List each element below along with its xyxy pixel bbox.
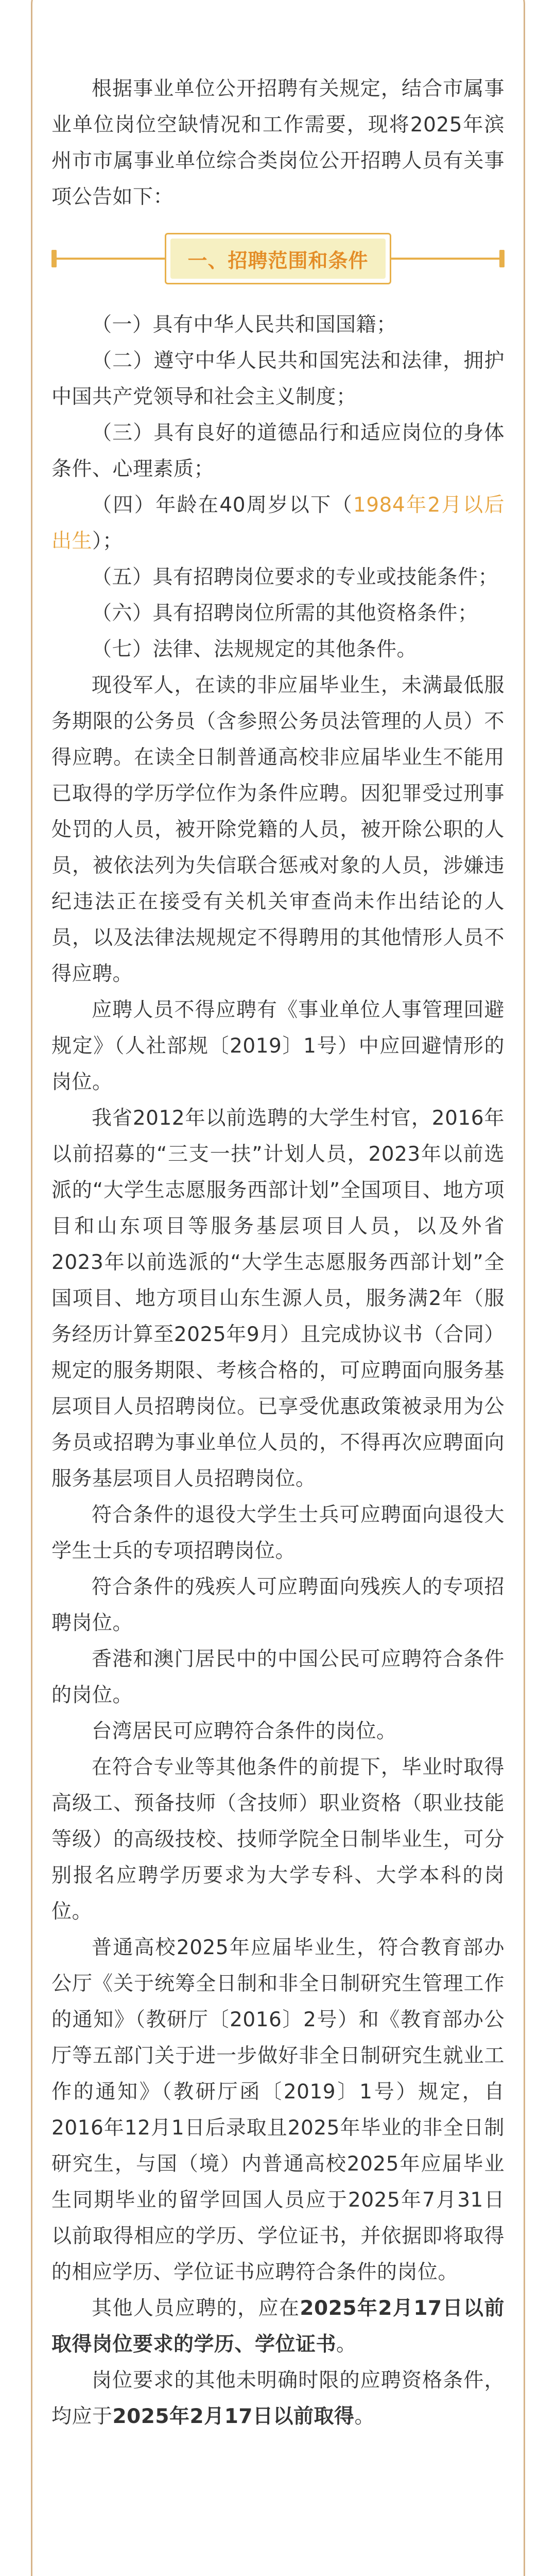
condition-5: （五）具有招聘岗位要求的专业或技能条件； <box>92 566 499 589</box>
technician-paragraph: 在符合专业等其他条件的前提下，毕业时取得高级工、预备技师（含技师）职业资格（职业技能等级）的高级技校、技师学院全日制毕业生，可分别报名应聘学历要求为大学专科、大学本科的岗位。 <box>51 1756 505 1923</box>
condition-1: （一）具有中华人民共和国国籍； <box>92 313 397 336</box>
graduate-paragraph: 普通高校2025年应届毕业生，符合教育部办公厅《关于统筹全日制和非全日制研究生管理工作的通知》（教研厅〔2016〕2号）和《教育部办公厅等五部门关于进一步做好非全日制研究生就业工作的通知》（教研厅函〔2019〕1号）规定，自2016年12月1日后录取且2025年毕业的非全日制研究生，与国（境）内普通高校2025年应届毕业生同期毕业的留学回国人员应于2025年7月31日以前取得相应的学历、学位证书，并依据即将取得的相应学历、学位证书应聘符合条件的岗位。 <box>51 1936 505 2284</box>
section-header-cap-left <box>51 250 57 267</box>
intro-paragraph: 根据事业单位公开招聘有关规定，结合市属事业单位岗位空缺情况和工作需要，现将2025年滨州市市属事业单位综合类岗位公开招聘人员有关事项公告如下： <box>51 77 505 209</box>
degree-deadline-emphasis: 2025年2月17日以前取得岗位要求的学历、学位证书 <box>51 2297 505 2356</box>
grassroots-paragraph: 我省2012年以前选聘的大学生村官，2016年以前招募的“三支一扶”计划人员，2023年以前选派的“大学生志愿服务西部计划”全国项目、地方项目和山东项目等服务基层项目人员，以及外省2023年以前选派的“大学生志愿服务西部计划”全国项目、地方项目山东生源人员，服务满2年（服务经历计算至2025年9月）且完成协议书（合同）规定的服务期限、考核合格的，可应聘面向服务基层项目人员招聘岗位。已享受优惠政策被录用为公务员或招聘为事业单位人员的，不得再次应聘面向服务基层项目人员招聘岗位。 <box>51 1107 505 1490</box>
section-header-box <box>165 233 391 284</box>
condition-3: （三）具有良好的道德品行和适应岗位的身体条件、心理素质； <box>51 421 505 481</box>
condition-4-prefix: （四）年龄在40周岁以下（ <box>92 494 353 517</box>
condition-7: （七）法律、法规规定的其他条件。 <box>92 638 418 661</box>
taiwan-paragraph: 台湾居民可应聘符合条件的岗位。 <box>92 1720 397 1743</box>
condition-4 <box>51 487 505 560</box>
announcement-body <box>51 71 505 2435</box>
age-birth-date-highlight: 1984年2月以后出生 <box>51 494 505 553</box>
section-header <box>51 221 505 298</box>
condition-6: （六）具有招聘岗位所需的其他资格条件； <box>92 602 478 625</box>
ineligible-paragraph: 现役军人，在读的非应届毕业生，未满最低服务期限的公务员（含参照公务员法管理的人员）不得应聘。在读全日制普通高校非应届毕业生不能用已取得的学历学位作为条件应聘。因犯罪受过刑事处罚的人员，被开除党籍的人员，被开除公职的人员，被依法列为失信联合惩戒对象的人员，涉嫌违纪违法正在接受有关机关审查尚未作出结论的人员，以及法律法规规定不得聘用的其他情形人员不得应聘。 <box>51 674 505 986</box>
section-header-cap-right <box>499 250 505 267</box>
condition-4-suffix: ）； <box>92 530 123 553</box>
disabled-paragraph: 符合条件的残疾人可应聘面向残疾人的专项招聘岗位。 <box>51 1575 505 1635</box>
veteran-paragraph: 符合条件的退役大学生士兵可应聘面向退役大学生士兵的专项招聘岗位。 <box>51 1503 505 1563</box>
qualification-deadline-emphasis: 2025年2月17日以前取得 <box>112 2405 355 2428</box>
deadline-paragraph: 岗位要求的其他未明确时限的应聘资格条件，均应于2025年2月17日以前取得。 <box>51 2369 505 2428</box>
hk-macao-paragraph: 香港和澳门居民中的中国公民可应聘符合条件的岗位。 <box>51 1648 505 1707</box>
other-applicants-paragraph: 其他人员应聘的，应在2025年2月17日以前取得岗位要求的学历、学位证书。 <box>51 2297 505 2356</box>
section-title: 一、招聘范围和条件 <box>187 249 369 272</box>
avoidance-paragraph: 应聘人员不得应聘有《事业单位人事管理回避规定》（人社部规〔2019〕1号）中应回避情形的岗位。 <box>51 998 505 1094</box>
condition-2: （二）遵守中华人民共和国宪法和法律，拥护中国共产党领导和社会主义制度； <box>51 349 505 409</box>
